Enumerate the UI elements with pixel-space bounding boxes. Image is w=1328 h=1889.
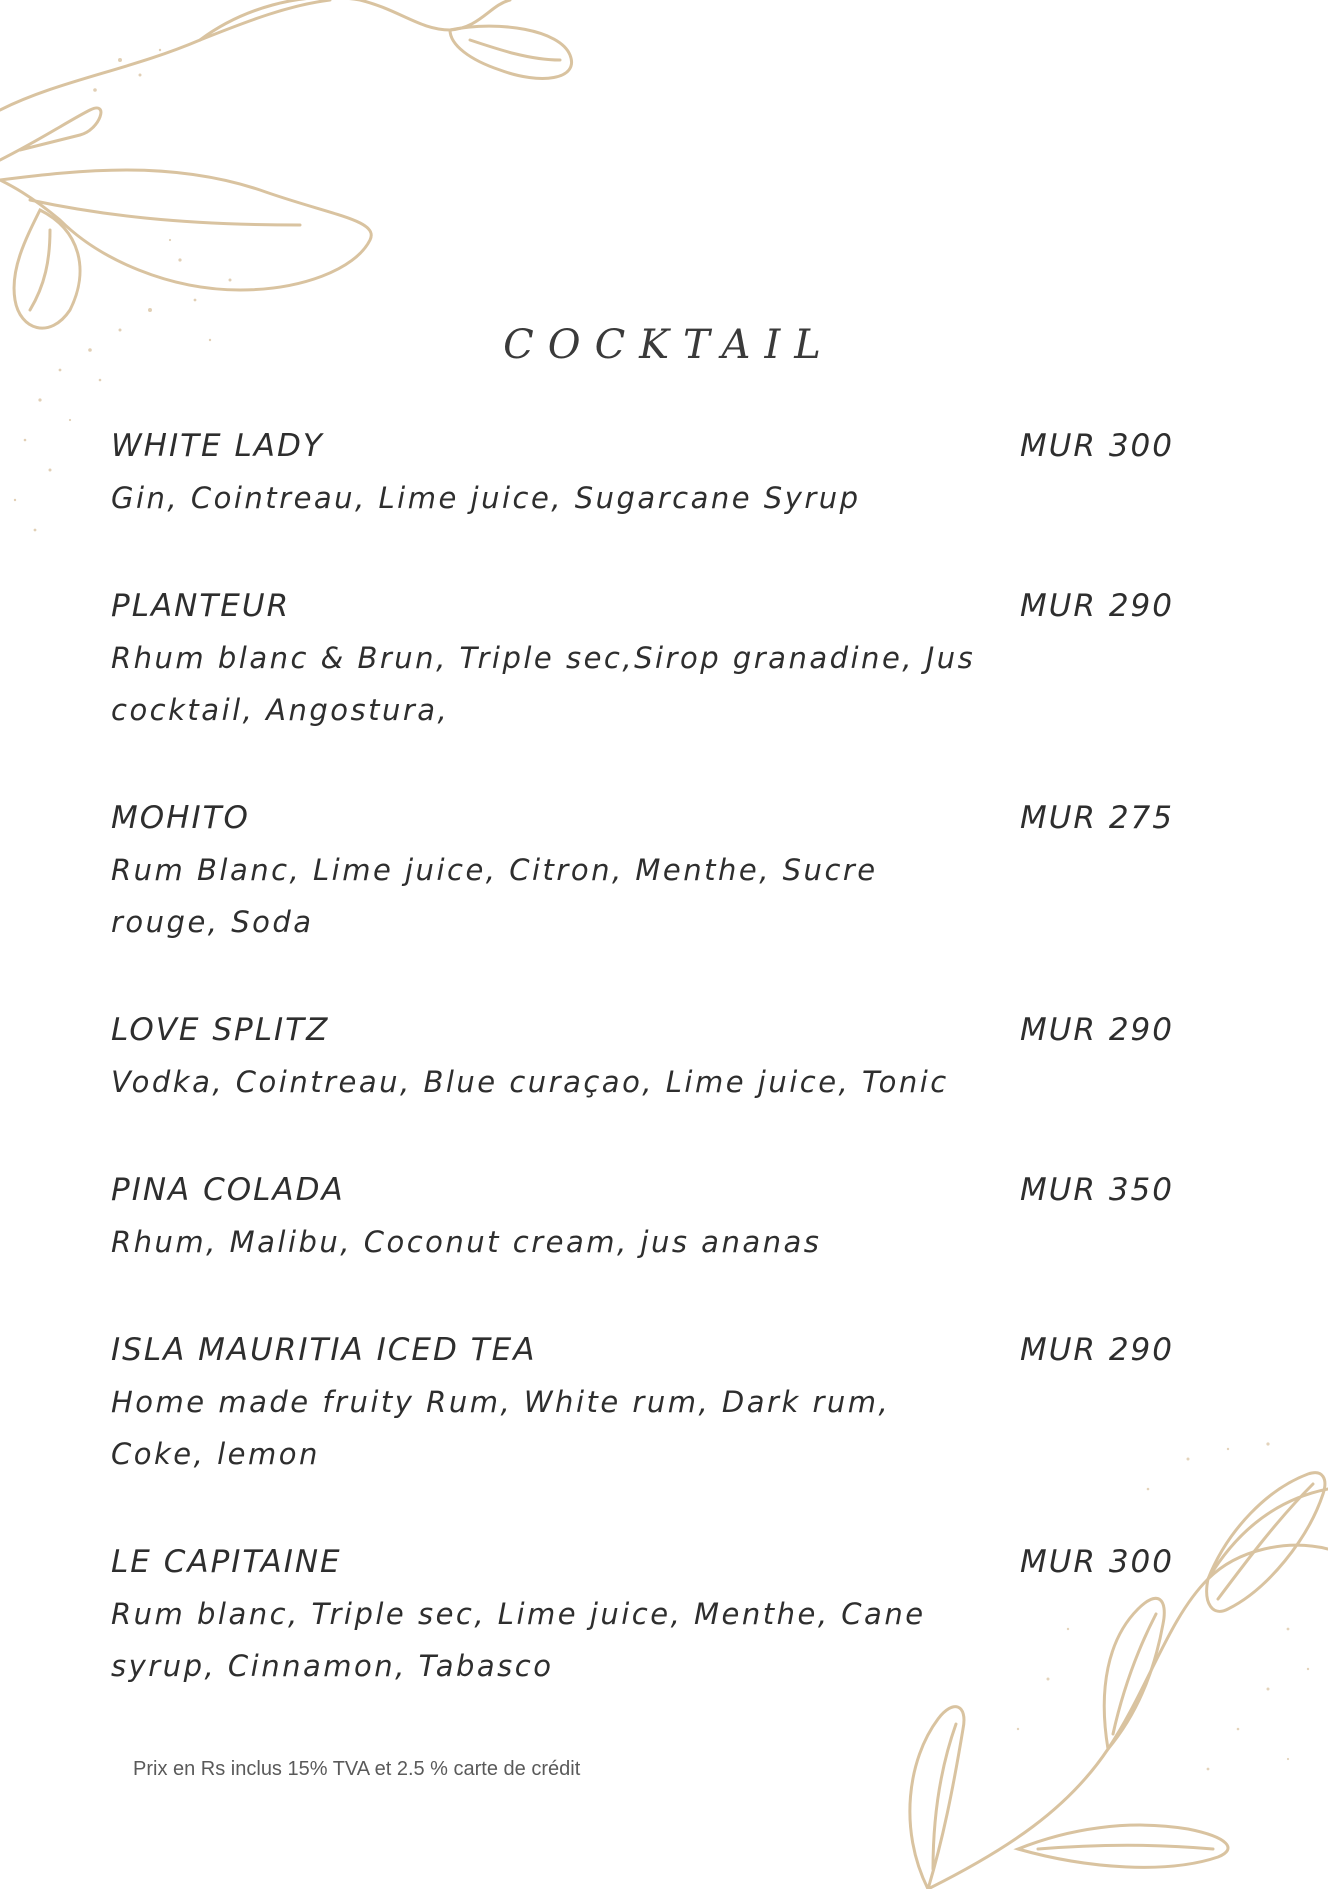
menu-item-description: Rum blanc, Triple sec, Lime juice, Menthe, Cane syrup, Cinnamon, Tabasco <box>111 1597 926 1683</box>
menu-item-header <box>111 1324 1175 1376</box>
menu-item-price: MUR 290 <box>1020 1012 1174 1048</box>
menu-item-description: Rhum, Malibu, Coconut cream, jus ananas <box>111 1225 822 1259</box>
menu-item-isla-mauritia-iced-tea <box>111 1324 1175 1480</box>
menu-item-name: PINA COLADA <box>111 1172 345 1208</box>
menu-item-mohito <box>111 792 1175 948</box>
menu-item-pina-colada <box>111 1164 1175 1268</box>
menu-item-description: Vodka, Cointreau, Blue curaçao, Lime juice, Tonic <box>111 1065 949 1099</box>
menu-item-header <box>111 580 1175 632</box>
menu-item-price: MUR 300 <box>1020 1544 1174 1580</box>
menu-item-price: MUR 350 <box>1020 1172 1174 1208</box>
menu-item-white-lady <box>111 420 1175 524</box>
menu-item-planteur <box>111 580 1175 736</box>
menu-item-header <box>111 1536 1175 1588</box>
menu-item-love-splitz <box>111 1004 1175 1108</box>
menu-item-le-capitaine <box>111 1536 1175 1692</box>
menu-list <box>111 420 1175 1748</box>
menu-item-description: Gin, Cointreau, Lime juice, Sugarcane Syrup <box>111 481 861 515</box>
menu-item-description: Home made fruity Rum, White rum, Dark rum, Coke, lemon <box>111 1385 891 1471</box>
menu-item-description: Rum Blanc, Lime juice, Citron, Menthe, Sucre rouge, Soda <box>111 853 878 939</box>
price-footnote: Prix en Rs inclus 15% TVA et 2.5 % carte de crédit <box>133 1758 581 1780</box>
menu-item-header <box>111 792 1175 844</box>
menu-item-name: LOVE SPLITZ <box>111 1012 330 1048</box>
menu-item-name: LE CAPITAINE <box>111 1544 342 1580</box>
menu-item-price: MUR 290 <box>1020 588 1174 624</box>
menu-item-name: WHITE LADY <box>111 428 324 464</box>
menu-item-header <box>111 420 1175 472</box>
menu-item-price: MUR 300 <box>1020 428 1174 464</box>
menu-item-name: MOHITO <box>111 800 250 836</box>
menu-item-name: PLANTEUR <box>111 588 291 624</box>
menu-item-name: ISLA MAURITIA ICED TEA <box>111 1332 537 1368</box>
menu-item-price: MUR 290 <box>1020 1332 1174 1368</box>
menu-item-description: Rhum blanc & Brun, Triple sec,Sirop granadine, Jus cocktail, Angostura, <box>111 641 976 727</box>
menu-title: COCKTAIL <box>503 322 835 368</box>
menu-item-price: MUR 275 <box>1020 800 1174 836</box>
menu-item-header <box>111 1164 1175 1216</box>
menu-item-header <box>111 1004 1175 1056</box>
